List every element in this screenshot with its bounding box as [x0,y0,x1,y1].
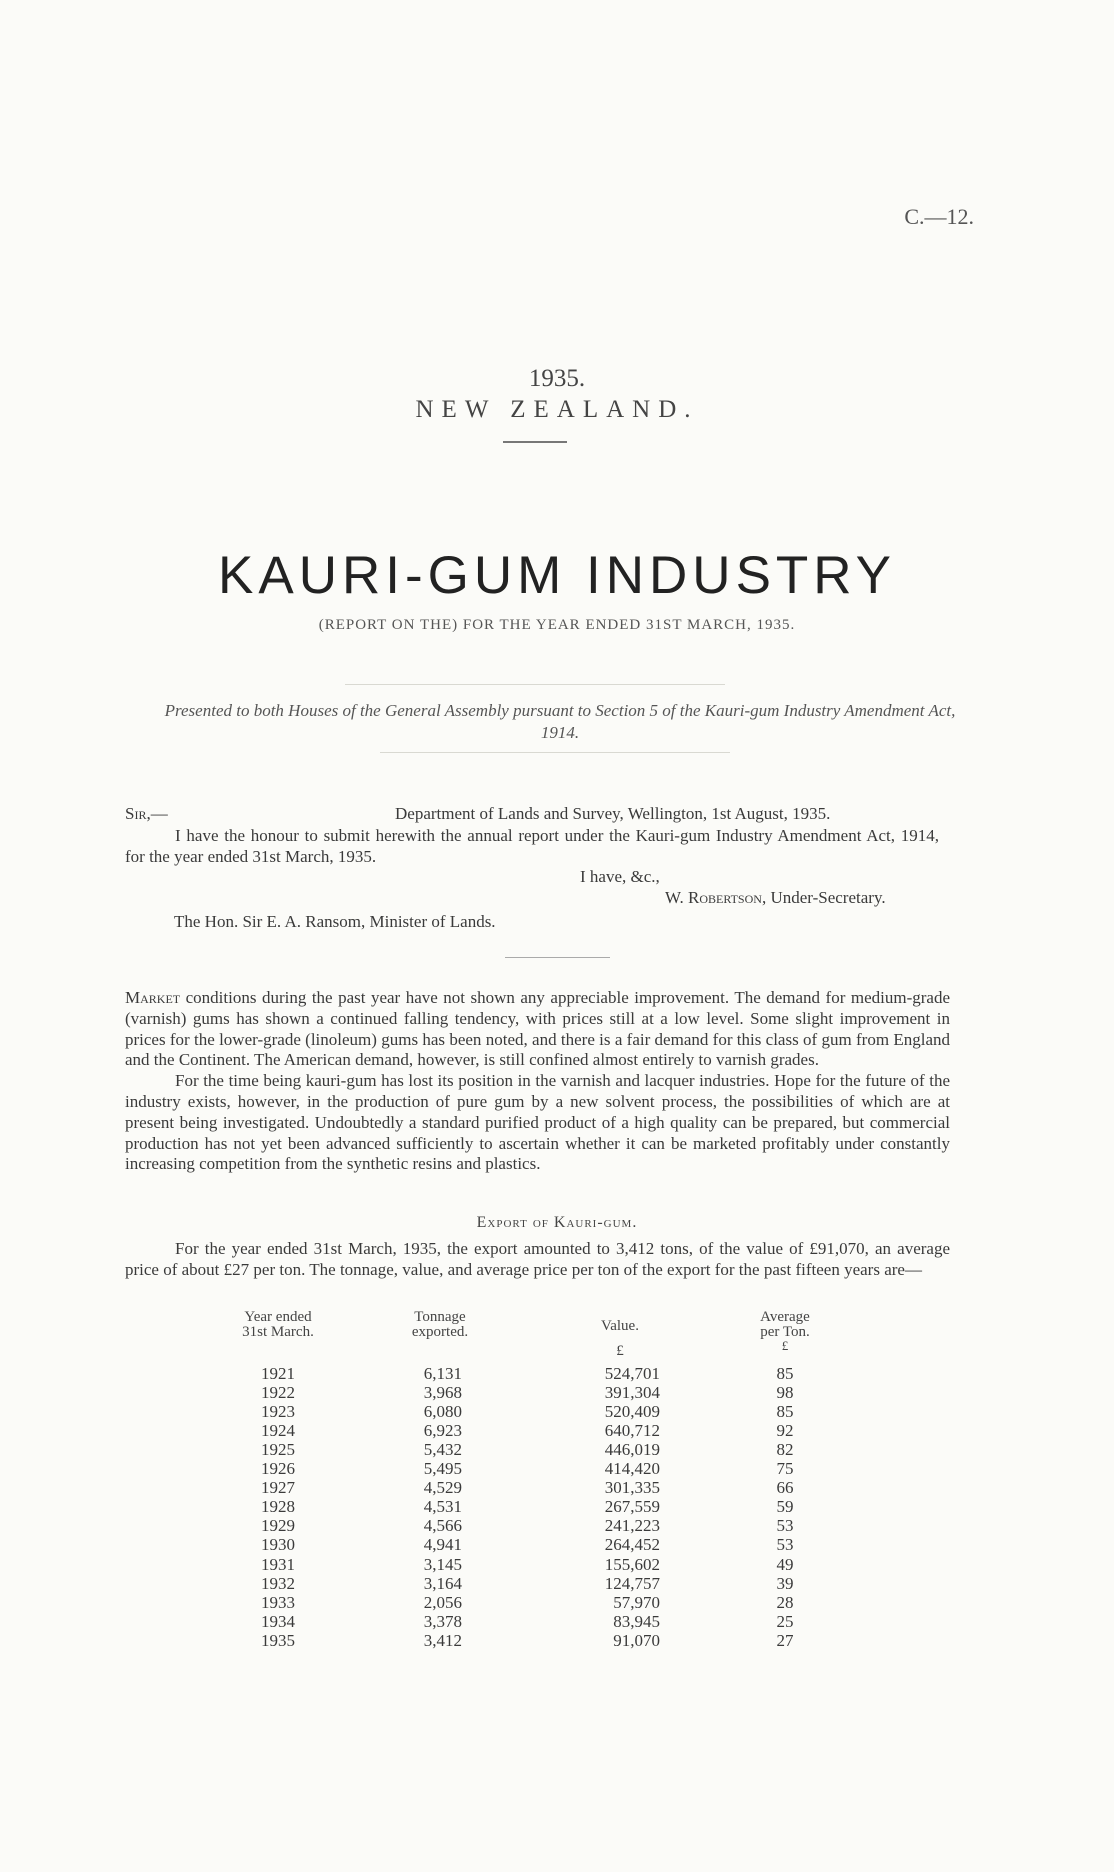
cell-tonnage: 2,056 [423,1592,462,1612]
cell-tonnage: 5,495 [423,1459,462,1479]
paragraph-text: conditions during the past year have not shown any appreciable improvement. The demand for medium-grade (varnish) gums has shown a continued falling tendency, with prices still at a low level. Some slight improvement in prices for the lower-grade (linoleum) gums has been noted, and there is a fair demand for this class of gum from England and the Continent. The American demand, however, is still confined almost entirely to varnish grades. [125,988,950,1070]
cell-average: 28 [776,1592,794,1612]
table-row [0,1364,1114,1383]
table-row [0,1440,1114,1459]
cell-average: 82 [776,1440,794,1460]
cell-value: 155,602 [604,1554,660,1574]
cell-year: 1925 [261,1440,295,1460]
cell-average: 75 [776,1459,794,1479]
cell-tonnage: 4,566 [423,1516,462,1536]
cell-average: 27 [776,1630,794,1650]
cell-year: 1926 [261,1459,295,1479]
column-header-average-line1: Average [760,1309,810,1325]
cell-value: 391,304 [604,1383,660,1403]
cell-tonnage: 3,378 [423,1611,462,1631]
cell-tonnage: 3,145 [423,1554,462,1574]
column-header-average [735,1310,835,1340]
cell-year: 1929 [261,1516,295,1536]
letter-address: Department of Lands and Survey, Wellington, 1st August, 1935. [395,804,831,823]
letter-salutation: Sir,— [125,804,168,823]
table-row [0,1402,1114,1421]
table-row [0,1593,1114,1612]
cell-tonnage: 4,529 [423,1478,462,1498]
cell-value: 241,223 [604,1516,660,1536]
table-row [0,1555,1114,1574]
cell-value: 640,712 [604,1421,660,1441]
letter-body: I have the honour to submit herewith the annual report under the Kauri-gum Industry Amendment Act, 1914, for the year ended 31st March, 1935. [125,826,939,866]
table-row [0,1631,1114,1650]
cell-value: 301,335 [604,1478,660,1498]
cell-value: 520,409 [604,1402,660,1422]
column-header-tonnage-line2: exported. [411,1324,469,1340]
body-paragraph-2: For the time being kauri-gum has lost its position in the varnish and lacquer industries. Hope for the future of the industry exists, however, in the production of pure gum by a new solvent process, the possibilities of which are at present being investigated. Undoubtedly a standard purified product of a high quality can be prepared, but commercial production has not yet been advanced sufficiently to ascertain whether it can be marketed profitably under constantly increasing competition from the synthetic resins and plastics. [125,1071,950,1174]
cell-average: 39 [776,1573,794,1593]
cell-average: 85 [776,1364,794,1383]
table-row [0,1497,1114,1516]
cell-year: 1931 [261,1554,295,1574]
cell-value: 414,420 [604,1459,660,1479]
column-header-average-unit: £ [781,1338,789,1353]
table-row [0,1574,1114,1593]
presented-top-divider [345,684,725,685]
cell-tonnage: 6,080 [423,1402,462,1422]
cell-year: 1933 [261,1592,295,1612]
cell-value: 267,559 [604,1497,660,1517]
table-row [0,1535,1114,1554]
report-reference: C.—12. [904,204,974,229]
cell-year: 1935 [261,1630,295,1650]
cell-year: 1922 [261,1383,295,1403]
cell-average: 53 [776,1516,794,1536]
column-header-year-line1: Year ended [244,1309,312,1325]
column-header-year [218,1310,338,1340]
cell-year: 1934 [261,1611,295,1631]
column-header-tonnage-line1: Tonnage [414,1309,466,1325]
cell-tonnage: 3,412 [423,1630,462,1650]
export-heading: Export of Kauri-gum. [476,1214,638,1231]
presented-note: Presented to both Houses of the General Assembly pursuant to Section 5 of the Kauri-gum Industry Amendment Act, 1914. [164,701,956,742]
cell-average: 49 [776,1554,794,1574]
cell-tonnage: 5,432 [423,1440,462,1460]
cell-year: 1932 [261,1573,295,1593]
cell-year: 1924 [261,1421,295,1441]
cell-average: 98 [776,1383,794,1403]
cell-tonnage: 3,968 [423,1383,462,1403]
table-row [0,1516,1114,1535]
column-header-value-unit: £ [616,1343,624,1359]
cell-average: 85 [776,1402,794,1422]
letter-recipient: The Hon. Sir E. A. Ransom, Minister of Lands. [174,912,496,931]
cell-year: 1930 [261,1535,295,1555]
body-paragraph-1 [125,988,950,1071]
export-paragraph: For the year ended 31st March, 1935, the export amounted to 3,412 tons, of the value of £91,070, an average price of about £27 per ton. The tonnage, value, and average price per ton of the export for the past fifteen years are— [125,1239,950,1279]
table-row [0,1459,1114,1478]
cell-value: 524,701 [604,1364,660,1383]
cell-tonnage: 6,923 [423,1421,462,1441]
signature-name: W. Robertson [665,888,762,907]
cell-tonnage: 3,164 [423,1573,462,1593]
cell-average: 66 [776,1478,794,1498]
cell-year: 1923 [261,1402,295,1422]
section-divider [505,957,610,958]
letter-signature [665,888,886,908]
table-row [0,1612,1114,1631]
signature-title: , Under-Secretary. [761,888,886,907]
presented-bottom-divider [380,752,730,753]
cell-value: 57,970 [613,1592,660,1612]
column-header-value: Value. [601,1318,639,1334]
cell-value: 264,452 [604,1535,660,1555]
country-heading: NEW ZEALAND. [415,396,699,423]
table-row [0,1421,1114,1440]
cell-year: 1928 [261,1497,295,1517]
cell-value: 446,019 [604,1440,660,1460]
cell-value: 124,757 [604,1573,660,1593]
paragraph-lead: Market [125,988,181,1007]
cell-year: 1921 [261,1364,295,1383]
table-row [0,1383,1114,1402]
column-header-tonnage [390,1310,490,1340]
cell-average: 25 [776,1611,794,1631]
report-body [125,988,950,1175]
cell-average: 59 [776,1497,794,1517]
column-header-year-line2: 31st March. [242,1324,314,1340]
cell-tonnage: 6,131 [423,1364,462,1383]
table-row [0,1478,1114,1497]
letter-close: I have, &c., [580,867,660,886]
page-subtitle: (REPORT ON THE) FOR THE YEAR ENDED 31ST MARCH, 1935. [318,617,796,633]
cell-average: 53 [776,1535,794,1555]
cell-tonnage: 4,531 [423,1497,462,1517]
report-year: 1935. [528,365,586,392]
cell-tonnage: 4,941 [423,1535,462,1555]
cell-value: 83,945 [613,1611,660,1631]
header-divider [503,441,567,443]
cell-average: 92 [776,1421,794,1441]
column-header-average-line2: per Ton. [760,1324,810,1340]
page-title: KAURI-GUM INDUSTRY [218,546,896,605]
cell-year: 1927 [261,1478,295,1498]
cell-value: 91,070 [613,1630,660,1650]
